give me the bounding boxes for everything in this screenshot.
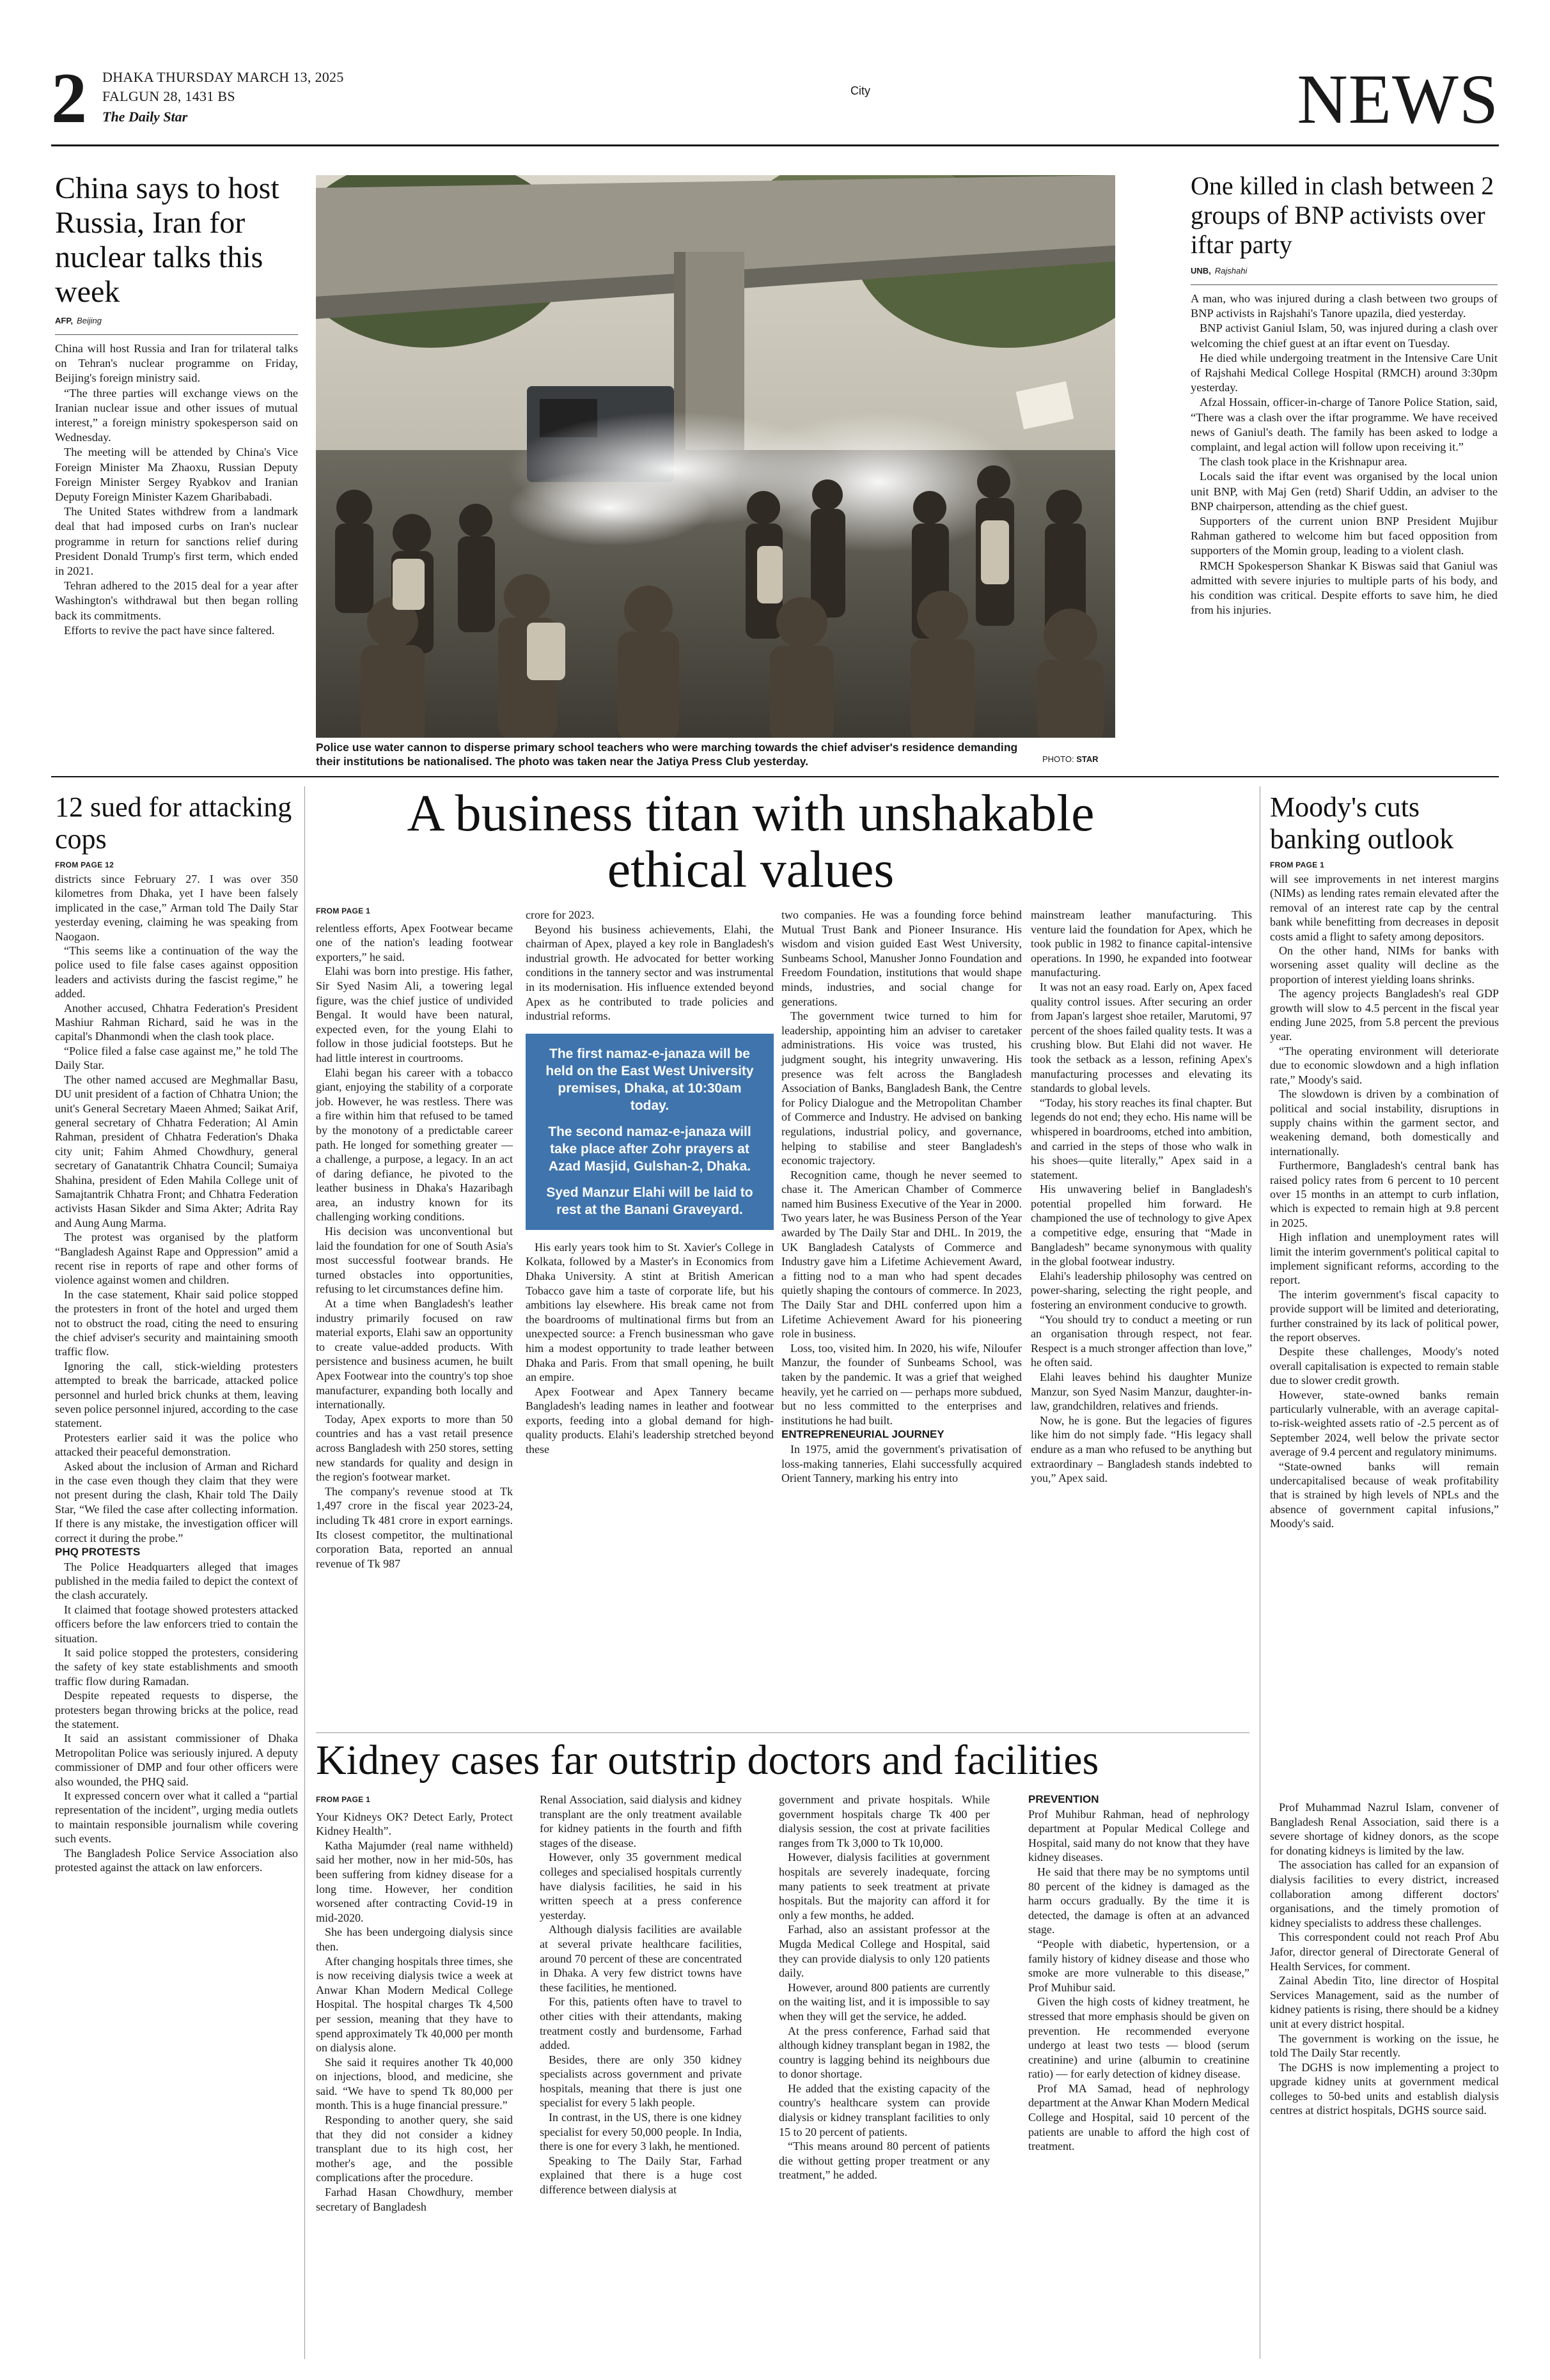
titan-paragraph: crore for 2023. (526, 908, 595, 921)
kidney-paragraph: However, dialysis facilities at government hospitals are severely inadequate, forcing many patients to seek treatment at private hospitals. But the majority can afford it for only a few months, he added. (779, 1851, 990, 1922)
kidney-paragraph: The association has called for an expansion of dialysis facilities to every district, increased collaboration among different doctors' organisations, and the timely promotion of kidney specialists to address these challenges. (1270, 1858, 1499, 1929)
kidney-paragraph: “People with diabetic, hypertension, or a family history of kidney disease and those who smoke are more vulnerable to this disease,” Prof Muhibur said. (1028, 1937, 1249, 1994)
titan-col4 (1031, 908, 1252, 1486)
kidney-col5 (1270, 1800, 1499, 2118)
titan-paragraph: His early years took him to St. Xavier's College in Kolkata, followed by a Master's in Economics from Dhaka University. A stint at British American Tobacco gave him a taste of corporate life, but his ambitions lay elsewhere. His break came not from the boardrooms of multinational firms but from an unexpected source: a French businessman who gave him a modest opportunity to trade leather between Dhaka and Paris. From that small opening, he built an empire. (526, 1240, 774, 1384)
kidney-paragraph: In contrast, in the US, there is one kidney specialist for every 50,000 people. In India, there is one for every 3 lakh, he mentioned. (540, 2111, 742, 2153)
china-paragraph: Tehran adhered to the 2015 deal for a year after Washington's withdrawal but then began rolling back its commitments. (55, 579, 298, 622)
titan-paragraph: Apex Footwear and Apex Tannery became Bangladesh's leading names in leather and footwear exports, feeding into a global demand for high-quality products. Elahi's leadership stretched beyond these (526, 1385, 774, 1456)
cops-paragraph: It said police stopped the protesters, considering the safety of key state establishments and smooth traffic flow during Ramadan. (55, 1645, 298, 1688)
kidney-paragraph: The government is working on the issue, he told The Daily Star recently. (1270, 2032, 1499, 2060)
kidney-col2 (540, 1793, 742, 2197)
bnp-byline (1191, 266, 1498, 276)
china-headline: China says to host Russia, Iran for nuclear talks this week (55, 171, 279, 309)
titan-paragraph: two companies. He was a founding force behind Mutual Trust Bank and Pioneer Insurance. His wisdom and vision guided East West University, Sunbeams School, Manusher Jonno Foundation and Freedom Foundation, institutions that would shape minds, industries, and social change for generations. (781, 908, 1022, 1008)
cops-paragraph: districts since February 27. I was over 350 kilometres from Dhaka, yet I have been falsely implicated in the case,” Arman told The Daily Star yesterday evening, claiming he was speaking from Naogaon. (55, 873, 298, 943)
kidney-col1 (316, 1793, 513, 2214)
titan-paragraph: mainstream leather manufacturing. This venture laid the foundation for Apex, which he took public in 1982 to finance capital-intensive operations. In 1990, he expanded into footwear manufacturing. (1031, 908, 1252, 979)
kidney-paragraph: Speaking to The Daily Star, Farhad explained that there is a huge cost difference between dialysis at (540, 2154, 742, 2197)
cops-paragraph: Despite repeated requests to disperse, the protesters began throwing bricks at the police, read the statement. (55, 1689, 298, 1731)
cops-paragraph: The Bangladesh Police Service Association also protested against the attack on law enforcers. (55, 1846, 298, 1874)
photo-credit (1042, 754, 1099, 764)
kidney-paragraph: He said that there may be no symptoms until 80 percent of the kidney is damaged as the harm occurs gradually. By the time it is detected, the damage is often at an advanced stage. (1028, 1865, 1249, 1936)
kidney-col3 (779, 1793, 990, 2182)
bnp-paragraph: RMCH Spokesperson Shankar K Biswas said that Ganiul was admitted with severe injuries to multiple parts of his body, and his condition was critical. Despite efforts to save him, he died from his injuries. (1191, 559, 1498, 617)
china-byline (55, 316, 298, 325)
titan-paragraph: Elahi was born into prestige. His father, Sir Syed Nasim Ali, a towering legal figure, was the chief justice of undivided Bengal. It would have been natural, expected even, for the young Elahi to follow in those judicial footsteps. But he had little interest in courtrooms. (316, 965, 513, 1064)
bnp-paragraph: A man, who was injured during a clash between two groups of BNP activists in Rajshahi's Tanore upazila, died yesterday. (1191, 292, 1498, 320)
moodys-paragraph: will see improvements in net interest margins (NIMs) as lending rates remain elevated after the removal of an interest rate cap by the central bank while benefitting from decreases in deposit costs amid a flight to safety among depositors. (1270, 873, 1499, 943)
titan-paragraph: It was not an easy road. Early on, Apex faced quality control issues. After securing an order from Japan's largest shoe retailer, Marutomi, 97 percent of the shoes failed quality tests. It was a crushing blow. But Elahi did not waver. He took the setback as a lesson, refining Apex's manufacturing processes and elevating its standards to global levels. (1031, 980, 1252, 1095)
china-paragraph: The meeting will be attended by China's Vice Foreign Minister Ma Zhaoxu, Russian Deputy Foreign Minister Sergey Ryabkov and Iranian Deputy Foreign Minister Kazem Gharibabadi. (55, 446, 298, 504)
kidney-paragraph: Farhad, also an assistant professor at the Mugda Medical College and Hospital, said they can provide dialysis to only 120 patients daily. (779, 1923, 990, 1980)
kidney-from-page: FROM PAGE 1 (316, 1795, 371, 1804)
moodys-story (1270, 791, 1499, 1531)
moodys-body (1270, 872, 1499, 1531)
section-label: City (850, 84, 870, 97)
titan-paragraph: Beyond his business achievements, Elahi, the chairman of Apex, played a key role in Bangladesh's industrial growth. He advocated for better working conditions in the tannery sector and was instrumental in its modernisation. His influence extended beyond Apex as he contributed to trade policies and industrial reforms. (526, 922, 774, 1023)
china-story (55, 171, 298, 638)
kidney-subhead: PREVENTION (1028, 1793, 1099, 1805)
china-paragraph: “The three parties will exchange views on the Iranian nuclear issue and other issues of mutual interest,” a foreign ministry spokesperson said on Wednesday. (55, 386, 298, 444)
titan-paragraph: “Today, his story reaches its final chapter. But legends do not end; they echo. His name will be whispered in boardrooms, etched into ambition, and carried in the steps of those who walk in his shoes—quite literally,” Apex said in a statement. (1031, 1096, 1252, 1181)
cops-paragraph: Asked about the inclusion of Arman and Richard in the case even though they claim that they were not present during the clash, Khair told The Daily Star, “We filed the case after collecting information. If there is any mistake, the investigation officer will correct it during the probe.” (55, 1459, 298, 1544)
bnp-story (1191, 171, 1498, 618)
bnp-paragraph: The clash took place in the Krishnapur area. (1200, 455, 1407, 469)
cops-paragraph: It claimed that footage showed protesters attacked officers before the law enforcers tried to contain the situation. (55, 1603, 298, 1645)
kidney-paragraph: Prof Muhammad Nazrul Islam, convener of Bangladesh Renal Association, said there is a severe shortage of kidney donors, as the scope for donating kidneys is limited by the law. (1270, 1801, 1499, 1857)
kidney-paragraph: Given the high costs of kidney treatment, he stressed that more emphasis should be given on prevention. He recommended everyone undergo at least two tests — blood (serum creatinine) and urine (albumin to creatinine ratio) — for early detection of kidney disease. (1028, 1995, 1249, 2081)
titan-from-page: FROM PAGE 1 (316, 906, 371, 915)
kidney-paragraph: Zainal Abedin Tito, line director of Hospital Services Management, said as the number of kidney patients is rising, there should be a kidney unit at every district hospital. (1270, 1974, 1499, 2030)
bnp-paragraph: Locals said the iftar event was organised by the local union unit BNP, with Maj Gen (retd) Sharif Uddin, an adviser to the BNP chairperson, attending as the chief guest. (1191, 470, 1498, 513)
china-byline-rule (55, 334, 298, 335)
china-paragraph: Efforts to revive the pact have since faltered. (64, 623, 275, 637)
kidney-paragraph: government and private hospitals. While government hospitals charge Tk 400 per dialysis session, the cost at private facilities ranges from Tk 3,000 to Tk 10,000. (779, 1793, 990, 1849)
kidney-paragraph: Although dialysis facilities are available at several private healthcare facilities, around 70 percent of these are concentrated in Dhaka. A very few district towns have these facilities, he mentioned. (540, 1923, 742, 1994)
kidney-paragraph: She has been undergoing dialysis since then. (316, 1925, 513, 1953)
kidney-paragraph: The DGHS is now implementing a project to upgrade kidney units at government medical colleges to 50-bed units and establish dialysis centres at district hospitals, DGHS source said. (1270, 2060, 1499, 2117)
titan-paragraph: Elahi's leadership philosophy was centred on power-sharing, selecting the right people, and fostering an environment conducive to growth. (1031, 1269, 1252, 1312)
cops-headline: 12 sued for attacking cops (55, 791, 292, 855)
titan-story (316, 785, 1186, 898)
kidney-paragraph: However, around 800 patients are currently on the waiting list, and it is impossible to say when they will get the service, he added. (779, 1980, 990, 2023)
water-cannon-protest-photo (316, 175, 1115, 738)
china-place: Beijing (76, 316, 102, 325)
masthead (0, 0, 1550, 153)
titan-headline-line1: A business titan with unshakable (407, 784, 1095, 842)
kidney-paragraph: After changing hospitals three times, she is now receiving dialysis twice a week at Anwar Khan Modern Medical College Hospital. The hospital charges Tk 4,500 per session, meaning that they have to spend approximately Tk 40,000 per month on dialysis alone. (316, 1954, 513, 2055)
bnp-paragraph: Supporters of the current union BNP President Mujibur Rahman gathered to welcome him but faced opposition from supporters of the Momin group, leading to a violent clash. (1191, 515, 1498, 557)
moodys-paragraph: The interim government's fiscal capacity to provide support will be limited and deteriorating, further constrained by its lack of political power, the report observes. (1270, 1287, 1499, 1344)
photo-caption-text: Police use water cannon to disperse primary school teachers who were marching towards the chief adviser's residence demanding their institutions be nationalised. The photo was taken near the Jatiya Press Club yesterday. (316, 741, 1018, 768)
bnp-byline-rule (1191, 284, 1498, 285)
janaza-info-box (526, 1034, 774, 1230)
cops-paragraph: The protest was organised by the platform “Bangladesh Against Rape and Oppression” amid a recent rise in reports of rape and other forms of violence against women and children. (55, 1231, 298, 1287)
titan-headline (316, 785, 1186, 898)
titan-paragraph: The government twice turned to him for leadership, appointing him an adviser to caretaker administrations. His voice was trusted, his judgment sought, his integrity unwavering. His presence was felt across the Bangladesh Association of Banks, Bangladesh Bank, the Centre for Policy Dialogue and the Metropolitan Chamber of Commerce and Industry. He advised on banking regulations, industrial policy, and governance, helping to stabilise and steer Bangladesh's economic trajectory. (781, 1009, 1022, 1167)
moodys-paragraph: Despite these challenges, Moody's noted overall capitalisation is expected to remain stable due to slower credit growth. (1270, 1345, 1499, 1387)
moodys-paragraph: “The operating environment will deteriorate due to economic slowdown and a high inflation rate,” Moody's said. (1270, 1044, 1499, 1086)
titan-col1 (316, 904, 513, 1571)
kidney-paragraph: Farhad Hasan Chowdhury, member secretary of Bangladesh (316, 2186, 513, 2213)
titan-paragraph: At a time when Bangladesh's leather industry primarily focused on raw material exports, Elahi saw an opportunity to create value-added products. With persistence and business acumen, he built Apex Footwear into the country's top shoe manufacturer, expanding both locally and internationally. (316, 1297, 513, 1412)
photo-credit-name: STAR (1076, 754, 1099, 764)
titan-paragraph: Today, Apex exports to more than 50 countries and has a vast retail presence across Bangladesh with 250 stores, setting new standards for quality and design in the region's footwear market. (316, 1412, 513, 1484)
kidney-paragraph: However, only 35 government medical colleges and specialised hospitals currently have dialysis facilities, he said in his written speech at a press conference yesterday. (540, 1851, 742, 1922)
china-agency: AFP, (55, 316, 73, 325)
photo-credit-label: PHOTO: (1042, 754, 1074, 764)
janaza-second: The second namaz-e-janaza will take place after Zohr prayers at Azad Masjid, Gulshan-2, Dhaka. (548, 1124, 751, 1174)
china-paragraph: China will host Russia and Iran for trilateral talks on Tehran's nuclear programme on Friday, Beijing's foreign ministry said. (55, 342, 298, 385)
bnp-agency: UNB, (1191, 266, 1211, 276)
titan-subhead: ENTREPRENEURIAL JOURNEY (781, 1428, 944, 1441)
section-title: NEWS (1297, 60, 1499, 138)
cops-paragraph: It said an assistant commissioner of Dhaka Metropolitan Police was seriously injured. A deputy commissioner of DMP and four other officers were also wounded, the PHQ said. (55, 1732, 298, 1788)
top-section-rule (51, 776, 1499, 777)
titan-paragraph: Elahi began his career with a tobacco giant, enjoying the stability of a corporate job. However, he was restless. There was a fire within him that refused to be tamed by the monotony of a predictable career path. He longed for something greater — a challenge, a purpose, a legacy. In an act of daring defiance, he pivoted to the leather business in Dhaka's Hazaribagh area, an industry known for its challenging working conditions. (316, 1066, 513, 1224)
moodys-paragraph: Furthermore, Bangladesh's central bank has raised policy rates from 6 percent to 10 percent over 15 months in an attempt to curb inflation, which is expected to remain high at 9.8 percent in 2025. (1270, 1159, 1499, 1229)
kidney-paragraph: “This means around 80 percent of patients die without getting proper treatment or any treatment,” he added. (779, 2140, 990, 2182)
titan-paragraph: relentless efforts, Apex Footwear became one of the nation's leading footwear exporters,” he said. (316, 921, 513, 963)
moodys-from-page: FROM PAGE 1 (1270, 860, 1325, 869)
page-number: 2 (51, 59, 87, 138)
column-divider-left (304, 786, 305, 2359)
titan-paragraph: Recognition came, though he never seemed to chase it. The American Chamber of Commerce named him Business Executive of the Year in 2000. Two years later, he was Business Person of the Year awarded by The Daily Star and DHL. In 2019, the UK Bangladesh Catalysts of Commerce and Industry gave him a Lifetime Achievement Award, a fitting nod to a man who had spent decades quietly shaping the contours of commerce. In 2023, The Daily Star and DHL conferred upon him a Lifetime Achievement Award for his pioneering role in business. (781, 1168, 1022, 1341)
bnp-paragraph: Afzal Hossain, officer-in-charge of Tanore Police Station, said, “There was a clash over the iftar programme. We have received news of Ganiul's death. The family has been asked to lodge a complaint, and legal action will follow upon receiving it.” (1191, 396, 1498, 454)
bangla-date: FALGUN 28, 1431 BS (102, 88, 235, 104)
moodys-paragraph: On the other hand, NIMs for banks with worsening asset quality will decline as the proportion of interest yielding loans shrinks. (1270, 944, 1499, 986)
kidney-paragraph: Prof Muhibur Rahman, head of nephrology department at Popular Medical College and Hospital, said many do not know that they have kidney diseases. (1028, 1807, 1249, 1864)
moodys-paragraph: The slowdown is driven by a combination of political and social instability, disruptions in supply chains within the garment sector, and weakening demand, both domestically and internationally. (1270, 1087, 1499, 1158)
bnp-paragraph: He died while undergoing treatment in the Intensive Care Unit of Rajshahi Medical College Hospital (RMCH) around 3:30pm yesterday. (1191, 351, 1498, 394)
janaza-first: The first namaz-e-janaza will be held on the East West University premises, Dhaka, at 10:30am today. (545, 1046, 754, 1113)
cops-paragraph: The other named accused are Meghmallar Basu, DU unit president of a faction of Chhatra Union; the unit's General Secretary Maeen Ahmed; Saikat Arif, general secretary of Chhatra Federation; Al Amin Rahman, president of Chhatra Federation's Dhaka city unit; Fahim Ahmed Chowdhury, general secretary of Ganatantrik Chhatra Council; Sumaiya Shahina, president of Eden Mahila College unit of Samajtantrik Chhatra Front; and Chhatra Federation activists Hasan Sikder and Sima Akter; Adrita Ray and Aung Aung Marma. (55, 1073, 298, 1229)
kidney-paragraph: Responding to another query, she said that they did not consider a kidney transplant due to its high cost, her mother's age, and the possible complications after the procedure. (316, 2113, 513, 2184)
cops-paragraph: “Police filed a false case against me,” he told The Daily Star. (55, 1044, 298, 1072)
titan-headline-line2: ethical values (607, 840, 895, 898)
kidney-paragraph: Prof MA Samad, head of nephrology department at the Anwar Khan Modern Medical College and Hospital, said 10 percent of the patients are unable to afford the high cost of treatment. (1028, 2081, 1249, 2153)
cops-from-page: FROM PAGE 12 (55, 860, 114, 869)
cops-paragraph: Protesters earlier said it was the police who attacked their peaceful demonstration. (55, 1431, 298, 1459)
kidney-paragraph: Besides, there are only 350 kidney specialists across government and private hospitals, meaning that there is just one specialist for every 5 lakh people. (540, 2053, 742, 2110)
cops-story (55, 791, 298, 1874)
kidney-paragraph: He added that the existing capacity of the country's healthcare system can provide dialysis or kidney transplant facilities to only 15 to 20 percent of patients. (779, 2081, 990, 2138)
date-line: DHAKA THURSDAY MARCH 13, 2025 (102, 69, 344, 85)
lead-photo (316, 175, 1115, 738)
titan-col2 (526, 908, 774, 1457)
kidney-headline: Kidney cases far outstrip doctors and facilities (316, 1737, 1099, 1784)
cops-paragraph: The Police Headquarters alleged that images published in the media failed to depict the context of the clash accurately. (55, 1560, 298, 1602)
bnp-headline: One killed in clash between 2 groups of BNP activists over iftar party (1191, 171, 1494, 259)
titan-paragraph: Now, he is gone. But the legacies of figures like him do not simply fade. “His legacy shall endure as a man who refused to be anything but extraordinary – Bangladesh stands indebted to you,” Apex said. (1031, 1413, 1252, 1485)
kidney-paragraph: Renal Association, said dialysis and kidney transplant are the only treatment available for kidney patients in the fourth and fifth stages of the disease. (540, 1793, 742, 1849)
moodys-paragraph: However, state-owned banks remain particularly vulnerable, with an average capital-to-risk-weighted assets ratio of -2.5 percent as of September 2024, well below the private sector average of 9.4 percent and regulatory minimums. (1270, 1388, 1499, 1459)
china-paragraph: The United States withdrew from a landmark deal that had imposed curbs on Iran's nuclear programme in return for sanctions relief during President Donald Trump's first term, which ended in 2021. (55, 505, 298, 578)
kidney-paragraph: She said it requires another Tk 40,000 on injections, blood, and medicine, she said. “We have to spend Tk 80,000 per month. This is a huge financial pressure.” (316, 2055, 513, 2112)
titan-paragraph: Elahi leaves behind his daughter Munize Manzur, son Syed Nasim Manzur, daughter-in-law, grandchildren, relatives and friends. (1031, 1371, 1252, 1413)
bnp-paragraph: BNP activist Ganiul Islam, 50, was injured during a clash over welcoming the chief guest at an iftar event on Tuesday. (1191, 322, 1498, 350)
cops-paragraph: Ignoring the call, stick-wielding protesters attempted to break the barricade, attacked police personnel and hurled brick chunks at them, leaving seven police personnel injured, according to the case statement. (55, 1359, 298, 1430)
cops-subhead: PHQ PROTESTS (55, 1546, 141, 1559)
titan-paragraph: The company's revenue stood at Tk 1,497 crore in the fiscal year 2023-24, including Tk 481 crore in export earnings. Its closest competitor, the multinational corporation Bata, reported an annual revenue of Tk 987 (316, 1484, 513, 1570)
china-body (55, 341, 298, 638)
cops-paragraph: It expressed concern over what it called a “partial representation of the incident”, urging media outlets to maintain responsible journalism while covering such events. (55, 1789, 298, 1846)
bnp-place: Rajshahi (1214, 266, 1248, 276)
paper-logo: The Daily Star (102, 109, 188, 125)
titan-paragraph: His decision was unconventional but laid the foundation for one of South Asia's most successful footwear brands. He turned obstacles into opportunities, refusing to let circumstances define him. (316, 1225, 513, 1296)
titan-col3 (781, 908, 1022, 1486)
titan-paragraph: His unwavering belief in Bangladesh's potential propelled him forward. He championed the use of technology to give Apex a competitive edge, ensuring that “Made in Bangladesh” became synonymous with quality in the global footwear industry. (1031, 1183, 1252, 1268)
moodys-paragraph: High inflation and unemployment rates will limit the interim government's political capital to implement significant reforms, according to the report. (1270, 1231, 1499, 1287)
titan-paragraph: In 1975, amid the government's privatisation of loss-making tanneries, Elahi successfully acquired Orient Tannery, marking his entry into (781, 1442, 1022, 1485)
kidney-paragraph: Katha Majumder (real name withheld) said her mother, now in her mid-50s, has been suffering from kidney disease for a long time. However, her condition worsened after contracting Covid-19 in mid-2020. (316, 1839, 513, 1924)
masthead-rule (51, 144, 1499, 146)
cops-paragraph: In the case statement, Khair said police stopped the protesters in front of the hotel and urged them not to obstruct the road, citing the need to ensuring the chief adviser's security and maintaining smooth traffic flow. (55, 1287, 298, 1358)
cops-body (55, 872, 298, 1874)
kidney-paragraph: At the press conference, Farhad said that although kidney transplant began in 1982, the country is lagging behind its neighbours due to donor shortage. (779, 2024, 990, 2081)
moodys-headline: Moody's cuts banking outlook (1270, 791, 1454, 855)
kidney-paragraph: Your Kidneys OK? Detect Early, Protect Kidney Health”. (316, 1810, 513, 1838)
burial-info: Syed Manzur Elahi will be laid to rest at the Banani Graveyard. (546, 1185, 753, 1217)
cops-paragraph: Another accused, Chhatra Federation's President Mashiur Rahman Richard, said he was in the capital's Dhanmondi when the clash took place. (55, 1001, 298, 1043)
titan-paragraph: Loss, too, visited him. In 2020, his wife, Niloufer Manzur, the founder of Sunbeams School, was taken by the pandemic. It was a grief that weighed heavily, yet he carried on — perhaps more subdued, but no less committed to the enterprises and institutions he had built. (781, 1341, 1022, 1427)
kidney-col4 (1028, 1793, 1249, 2154)
bnp-body (1191, 292, 1498, 618)
kidney-paragraph: This correspondent could not reach Prof Abu Jafor, director general of Directorate General of Health Services, for comment. (1270, 1931, 1499, 1973)
moodys-paragraph: “State-owned banks will remain undercapitalised because of weak profitability that is strained by high levels of NPLs and the absence of government capital infusions,” Moody's said. (1270, 1459, 1499, 1530)
titan-paragraph: “You should try to conduct a meeting or run an organisation through respect, not fear. Respect is a much stronger affection than love,” he often said. (1031, 1312, 1252, 1369)
moodys-paragraph: The agency projects Bangladesh's real GDP growth will slow to 4.5 percent in the fiscal year ending June 2025, from 5.8 percent the previous year. (1270, 987, 1499, 1043)
cops-paragraph: “This seems like a continuation of the way the police used to file false cases against opposition leaders and activists during the fascist regime,” he added. (55, 944, 298, 1000)
kidney-paragraph: For this, patients often have to travel to other cities with their attendants, making treatment costly and burdensome, Farhad added. (540, 1995, 742, 2052)
kidney-top-rule (316, 1732, 1249, 1733)
